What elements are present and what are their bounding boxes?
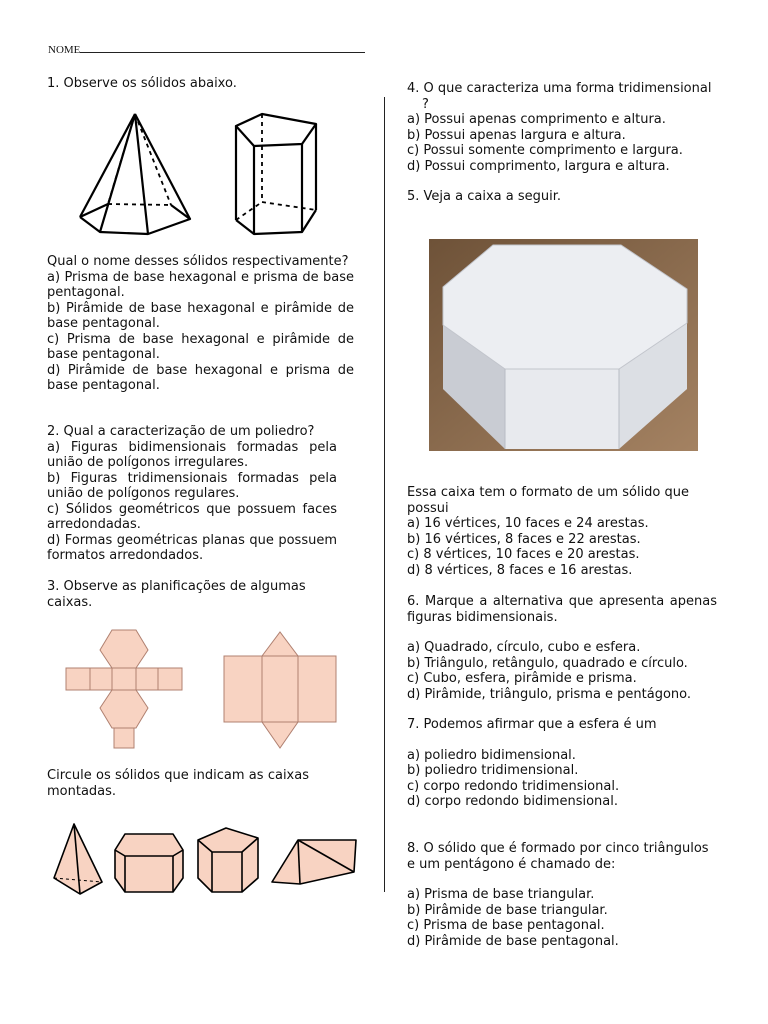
q1-question: Qual o nome desses sólidos respectivamente? bbox=[47, 254, 349, 269]
q5-option-b[interactable]: b) 16 vértices, 8 faces e 22 arestas. bbox=[407, 531, 641, 547]
question-8 bbox=[407, 841, 717, 949]
q4-option-c[interactable]: c) Possui somente comprimento e largura. bbox=[407, 143, 683, 158]
pentagonal-prism-solid-option[interactable] bbox=[196, 826, 260, 894]
question-2 bbox=[47, 424, 337, 564]
q6-option-a[interactable]: a) Quadrado, círculo, cubo e esfera. bbox=[407, 640, 641, 655]
question-6 bbox=[407, 594, 717, 702]
q5-title: 5. Veja a caixa a seguir. bbox=[407, 189, 562, 204]
question-4 bbox=[407, 81, 717, 174]
question-1-options bbox=[47, 254, 354, 394]
q8-option-d[interactable]: d) Pirâmide de base pentagonal. bbox=[407, 933, 619, 949]
q2-option-d[interactable]: d) Formas geométricas planas que possuem formatos arredondados. bbox=[47, 532, 337, 563]
q4-option-d[interactable]: d) Possui comprimento, largura e altura. bbox=[407, 158, 670, 174]
column-divider bbox=[384, 97, 385, 892]
q4-title: 4. O que caracteriza uma forma tridimensional ? bbox=[407, 81, 712, 112]
q7-option-d[interactable]: d) corpo redondo bidimensional. bbox=[407, 794, 618, 809]
octagonal-box-photo bbox=[429, 239, 698, 451]
q6-option-d[interactable]: d) Pirâmide, triângulo, prisma e pentágono. bbox=[407, 686, 692, 702]
q7-option-c[interactable]: c) corpo redondo tridimensional. bbox=[407, 778, 620, 794]
q4-option-b[interactable]: b) Possui apenas largura e altura. bbox=[407, 127, 626, 143]
triangular-prism-net bbox=[222, 630, 338, 752]
q5-option-a[interactable]: a) 16 vértices, 10 faces e 24 arestas. bbox=[407, 516, 649, 531]
q5-option-c[interactable]: c) 8 vértices, 10 faces e 20 arestas. bbox=[407, 547, 640, 562]
q1-option-a[interactable]: a) Prisma de base hexagonal e prisma de base pentagonal. bbox=[47, 269, 354, 300]
pentagonal-prism-figure bbox=[232, 112, 322, 237]
q7-title: 7. Podemos afirmar que a esfera é um bbox=[407, 717, 657, 732]
name-line[interactable] bbox=[80, 42, 365, 53]
q3-instruction: Circule os sólidos que indicam as caixas montadas. bbox=[47, 768, 309, 799]
q7-option-b[interactable]: b) poliedro tridimensional. bbox=[407, 763, 579, 778]
hexagonal-pyramid-figure bbox=[78, 112, 193, 237]
question-5-options bbox=[407, 485, 717, 578]
q1-title: 1. Observe os sólidos abaixo. bbox=[47, 76, 237, 91]
q2-option-c[interactable]: c) Sólidos geométricos que possuem faces arredondadas. bbox=[47, 501, 337, 532]
triangular-prism-solid-option[interactable] bbox=[270, 836, 358, 886]
q8-option-c[interactable]: c) Prisma de base pentagonal. bbox=[407, 918, 605, 933]
q1-option-c[interactable]: c) Prisma de base hexagonal e pirâmide de base pentagonal. bbox=[47, 331, 354, 362]
q7-option-a[interactable]: a) poliedro bidimensional. bbox=[407, 747, 576, 763]
pyramid-solid-option[interactable] bbox=[52, 822, 106, 896]
name-field[interactable] bbox=[48, 42, 365, 59]
name-label: NOME bbox=[48, 44, 81, 56]
question-1 bbox=[47, 76, 357, 92]
q3-title: 3. Observe as planificações de algumas caixas. bbox=[47, 579, 306, 610]
q8-option-a[interactable]: a) Prisma de base triangular. bbox=[407, 887, 595, 902]
q5-question: Essa caixa tem o formato de um sólido que possui bbox=[407, 485, 690, 516]
q4-option-a[interactable]: a) Possui apenas comprimento e altura. bbox=[407, 112, 666, 127]
question-3-instruction bbox=[47, 768, 309, 799]
q2-option-a[interactable]: a) Figuras bidimensionais formadas pela união de polígonos irregulares. bbox=[47, 439, 337, 470]
question-5 bbox=[407, 189, 717, 205]
q2-option-b[interactable]: b) Figuras tridimensionais formadas pela união de polígonos regulares. bbox=[47, 470, 337, 501]
q2-title: 2. Qual a caracterização de um poliedro? bbox=[47, 424, 315, 439]
question-7 bbox=[407, 717, 717, 810]
q1-option-b[interactable]: b) Pirâmide de base hexagonal e pirâmide de base pentagonal. bbox=[47, 300, 354, 331]
question-3 bbox=[47, 579, 337, 610]
q6-option-c[interactable]: c) Cubo, esfera, pirâmide e prisma. bbox=[407, 671, 637, 686]
q5-option-d[interactable]: d) 8 vértices, 8 faces e 16 arestas. bbox=[407, 562, 633, 578]
q6-option-b[interactable]: b) Triângulo, retângulo, quadrado e círculo. bbox=[407, 655, 688, 671]
q8-title: 8. O sólido que é formado por cinco triângulos e um pentágono é chamado de: bbox=[407, 841, 709, 872]
q6-title: 6. Marque a alternativa que apresenta apenas figuras bidimensionais. bbox=[407, 594, 717, 625]
hexagonal-prism-net bbox=[64, 628, 184, 750]
hexagonal-prism-solid-option[interactable] bbox=[113, 832, 185, 894]
q8-option-b[interactable]: b) Pirâmide de base triangular. bbox=[407, 902, 608, 918]
q1-option-d[interactable]: d) Pirâmide de base hexagonal e prisma de base pentagonal. bbox=[47, 362, 354, 393]
